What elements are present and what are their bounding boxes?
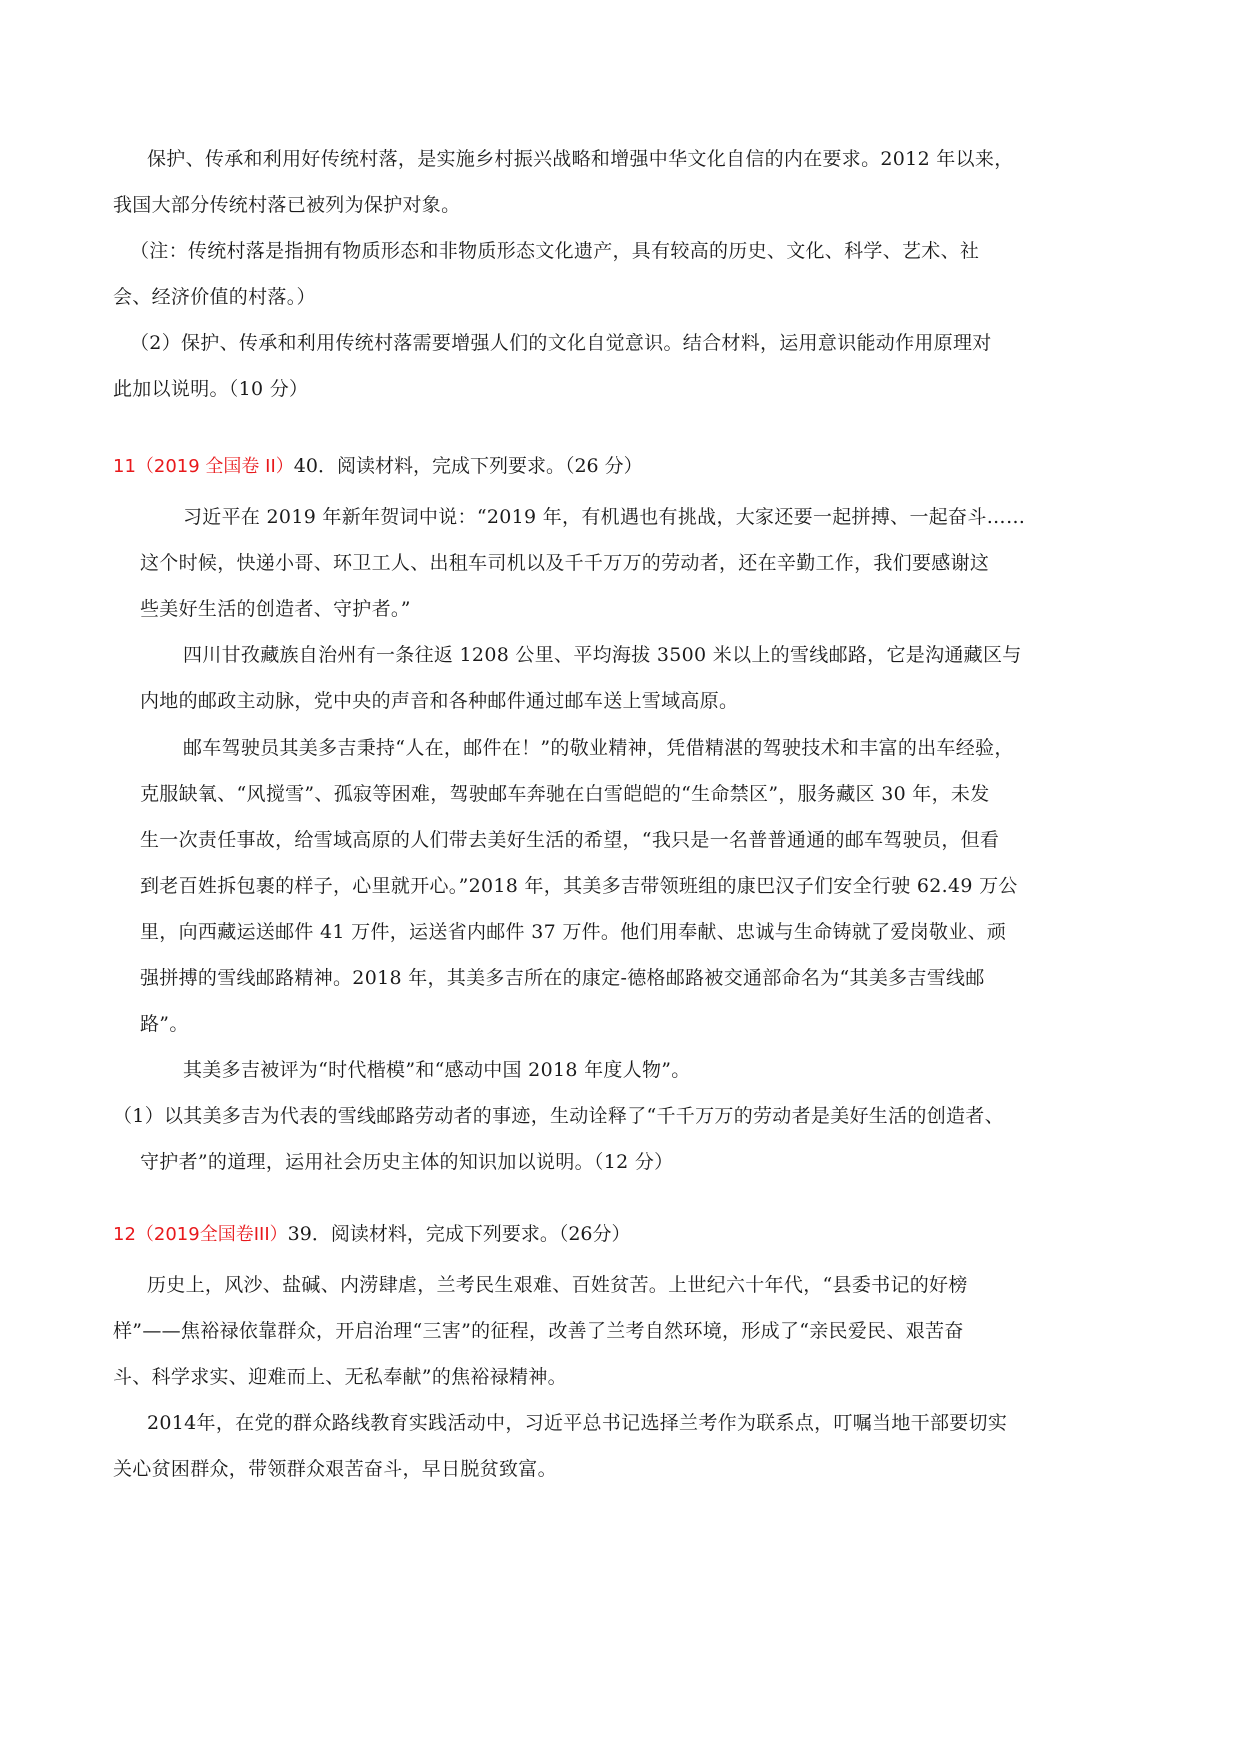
question-header <box>113 446 643 487</box>
question-text: （2）保护、传承和利用传统村落需要增强人们的文化自觉意识。结合材料，运用意识能动作用原理对 <box>130 332 992 354</box>
question-title: 39．阅读材料，完成下列要求。（26分） <box>287 1223 631 1245</box>
question-text: （1）以其美多吉为代表的雪线邮路劳动者的事迹，生动诠释了“千千万万的劳动者是美好生活的创造者、 <box>113 1105 1004 1127</box>
material-paragraph: 关心贫困群众，带领群众艰苦奋斗，早日脱贫致富。 <box>113 1458 557 1480</box>
note-paragraph: （注：传统村落是指拥有物质形态和非物质形态文化遗产，具有较高的历史、文化、科学、艺术、社 <box>130 240 980 262</box>
material-paragraph: 强拼搏的雪线邮路精神。2018 年，其美多吉所在的康定-德格邮路被交通部命名为“其美多吉雪线邮 <box>140 967 985 989</box>
material-paragraph: 历史上，风沙、盐碱、内涝肆虐，兰考民生艰难、百姓贫苦。上世纪六十年代，“县委书记的好榜 <box>147 1274 968 1296</box>
material-paragraph: 2014年，在党的群众路线教育实践活动中，习近平总书记选择兰考作为联系点，叮嘱当地干部要切实 <box>147 1412 1008 1434</box>
material-paragraph: 习近平在 2019 年新年贺词中说：“2019 年，有机遇也有挑战，大家还要一起拼搏、一起奋斗…… <box>183 506 1026 528</box>
question-text: 守护者”的道理，运用社会历史主体的知识加以说明。（12 分） <box>140 1151 674 1173</box>
material-paragraph: 样”——焦裕禄依靠群众，开启治理“三害”的征程，改善了兰考自然环境，形成了“亲民爱民、艰苦奋 <box>113 1320 964 1342</box>
question-title: 40．阅读材料，完成下列要求。（26 分） <box>293 455 643 477</box>
material-paragraph: 斗、科学求实、迎难而上、无私奉献”的焦裕禄精神。 <box>113 1366 567 1388</box>
question-text: 此加以说明。（10 分） <box>113 378 309 400</box>
material-paragraph: 到老百姓拆包裹的样子，心里就开心。”2018 年，其美多吉带领班组的康巴汉子们安全行驶 62.49 万公 <box>140 875 1018 897</box>
material-paragraph: 这个时候，快递小哥、环卫工人、出租车司机以及千千万万的劳动者，还在辛勤工作，我们要感谢这 <box>140 552 990 574</box>
material-paragraph: 四川甘孜藏族自治州有一条往返 1208 公里、平均海拔 3500 米以上的雪线邮路，它是沟通藏区与 <box>183 644 1022 666</box>
question-source: 11（2019 全国卷 II） <box>113 456 294 477</box>
material-paragraph: 些美好生活的创造者、守护者。” <box>140 598 411 620</box>
material-paragraph: 路”。 <box>140 1013 189 1035</box>
question-source: 12（2019全国卷III） <box>113 1224 288 1245</box>
material-paragraph: 里，向西藏运送邮件 41 万件，运送省内邮件 37 万件。他们用奉献、忠诚与生命铸就了爱岗敬业、顽 <box>140 921 1007 943</box>
material-paragraph: 克服缺氧、“风搅雪”、孤寂等困难，驾驶邮车奔驰在白雪皑皑的“生命禁区”，服务藏区 30 年，未发 <box>140 783 990 805</box>
material-paragraph: 内地的邮政主动脉，党中央的声音和各种邮件通过邮车送上雪域高原。 <box>140 690 739 712</box>
note-paragraph: 会、经济价值的村落。） <box>113 286 316 308</box>
material-paragraph: 其美多吉被评为“时代楷模”和“感动中国 2018 年度人物”。 <box>183 1059 691 1081</box>
material-paragraph: 我国大部分传统村落已被列为保护对象。 <box>113 194 461 216</box>
material-paragraph: 生一次责任事故，给雪域高原的人们带去美好生活的希望，“我只是一名普普通通的邮车驾驶员，但看 <box>140 829 1000 851</box>
question-header <box>113 1214 631 1255</box>
material-paragraph: 邮车驾驶员其美多吉秉持“人在，邮件在！”的敬业精神，凭借精湛的驾驶技术和丰富的出车经验， <box>183 737 1014 759</box>
material-paragraph: 保护、传承和利用好传统村落，是实施乡村振兴战略和增强中华文化自信的内在要求。2012 年以来， <box>147 148 1014 170</box>
